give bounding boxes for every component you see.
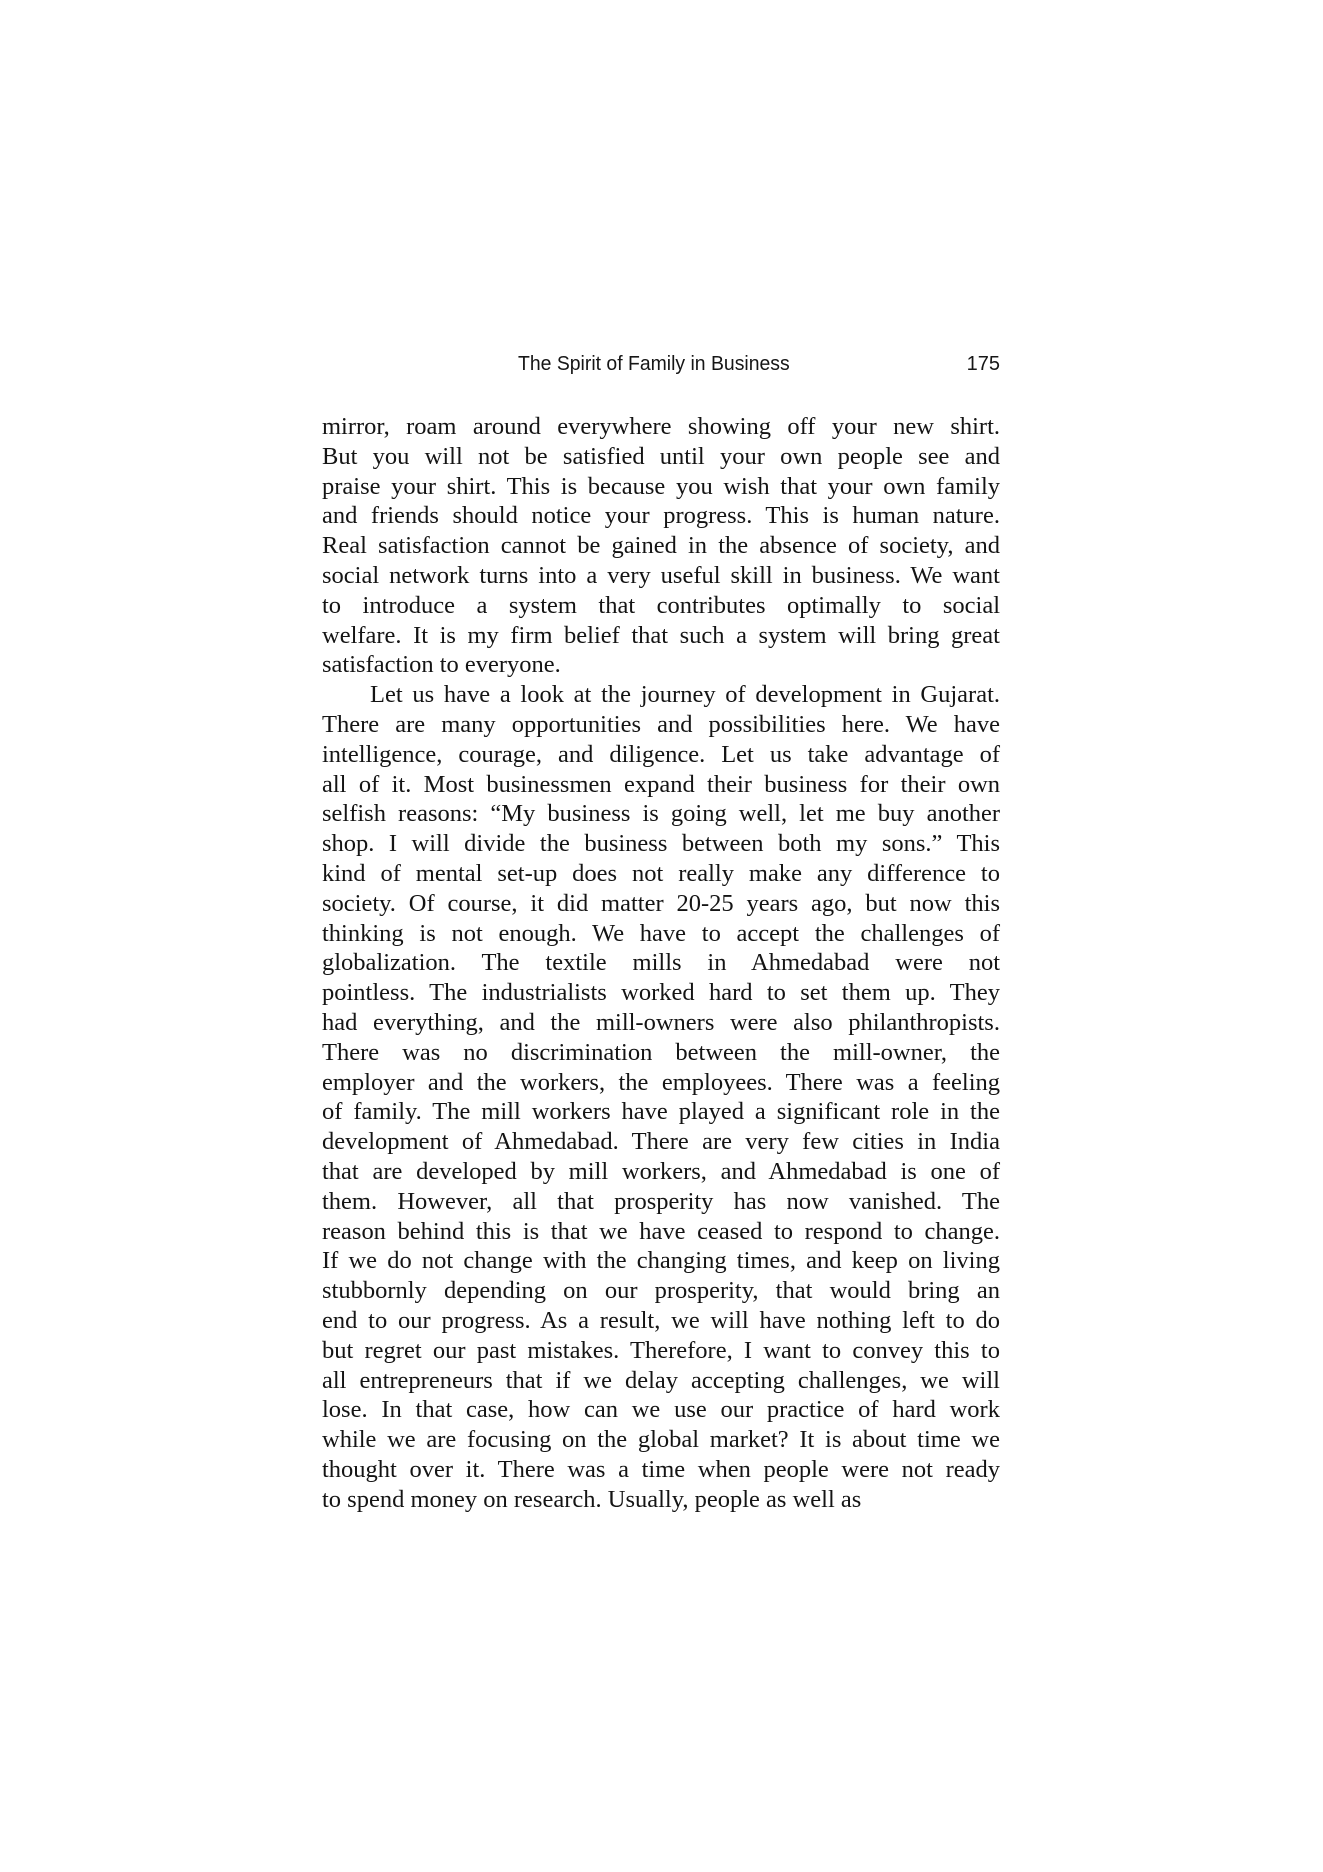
text-line — [322, 1395, 1000, 1425]
text-line — [322, 412, 1000, 442]
text-line — [322, 531, 1000, 561]
running-head — [322, 350, 1000, 378]
text-line — [322, 978, 1000, 1008]
text-line-content: of family. The mill workers have played a significant role in the — [322, 1098, 1000, 1126]
text-line-content: Let us have a look at the journey of development in Gujarat. — [370, 681, 1001, 709]
paragraph — [322, 680, 1000, 1514]
text-line-content: them. However, all that prosperity has now vanished. The — [322, 1187, 1000, 1215]
text-line-content: but regret our past mistakes. Therefore, I want to convey this to — [322, 1336, 1000, 1364]
text-line-content: praise your shirt. This is because you wish that your own family — [322, 472, 1000, 500]
text-line — [322, 1246, 1000, 1276]
text-line — [322, 710, 1000, 740]
text-line — [322, 650, 1000, 680]
text-line — [322, 1366, 1000, 1396]
text-line-content: globalization. The textile mills in Ahmedabad were not — [322, 949, 1001, 977]
text-line — [322, 1187, 1000, 1217]
text-line-content: that are developed by mill workers, and Ahmedabad is one of — [322, 1157, 1001, 1185]
text-line — [322, 1038, 1000, 1068]
paragraph — [322, 412, 1000, 680]
text-line — [322, 889, 1000, 919]
text-line — [322, 1157, 1000, 1187]
text-line — [322, 1068, 1000, 1098]
text-line — [322, 621, 1000, 651]
text-line-content: had everything, and the mill-owners were also philanthropists. — [322, 1008, 1000, 1036]
body-text — [322, 412, 1000, 1514]
text-line — [322, 1127, 1000, 1157]
text-line-content: reason behind this is that we have ceased to respond to change. — [322, 1217, 1000, 1245]
text-line — [322, 1097, 1000, 1127]
text-line-content: end to our progress. As a result, we will have nothing left to do — [322, 1306, 1000, 1334]
text-line-content: and friends should notice your progress. This is human nature. — [322, 502, 1000, 530]
text-line — [322, 680, 1000, 710]
text-line-content: There are many opportunities and possibilities here. We have — [322, 710, 1001, 738]
text-line — [322, 1276, 1000, 1306]
text-line-content: social network turns into a very useful skill in business. We want — [322, 561, 1000, 589]
text-line-content: thinking is not enough. We have to accept the challenges of — [322, 919, 1001, 947]
text-line-content: selfish reasons: “My business is going well, let me buy another — [322, 800, 1001, 828]
text-line — [322, 1217, 1000, 1247]
text-line — [322, 1306, 1000, 1336]
text-line — [322, 1336, 1000, 1366]
text-line-content: thought over it. There was a time when people were not ready — [322, 1455, 1001, 1483]
text-line-content: while we are focusing on the global market? It is about time we — [322, 1426, 1000, 1454]
text-line — [322, 919, 1000, 949]
running-title: The Spirit of Family in Business — [518, 353, 790, 375]
text-line — [322, 472, 1000, 502]
text-line-content: all of it. Most businessmen expand their business for their own — [322, 770, 1001, 798]
text-line — [322, 770, 1000, 800]
page-number: 175 — [966, 353, 1000, 375]
text-line-content: stubbornly depending on our prosperity, that would bring an — [322, 1277, 1000, 1305]
text-line — [322, 591, 1000, 621]
text-line — [322, 501, 1000, 531]
text-line-content: to introduce a system that contributes optimally to social — [322, 591, 1001, 619]
text-line-content: all entrepreneurs that if we delay accepting challenges, we will — [322, 1366, 1000, 1394]
text-line-content: welfare. It is my firm belief that such a system will bring great — [322, 621, 1000, 649]
text-line — [322, 859, 1000, 889]
text-line-content: If we do not change with the changing times, and keep on living — [322, 1247, 1000, 1275]
text-line-content: development of Ahmedabad. There are very few cities in India — [322, 1128, 1000, 1156]
text-line — [322, 1485, 1000, 1515]
text-line-content: society. Of course, it did matter 20-25 years ago, but now this — [322, 889, 1001, 917]
text-line — [322, 740, 1000, 770]
text-line-content: But you will not be satisfied until your own people see and — [322, 442, 1001, 470]
text-line — [322, 829, 1000, 859]
text-line — [322, 1455, 1000, 1485]
text-line-content: employer and the workers, the employees. There was a feeling — [322, 1068, 1001, 1096]
text-line-content: intelligence, courage, and diligence. Let us take advantage of — [322, 740, 1001, 768]
text-line-content: to spend money on research. Usually, people as well as — [322, 1485, 862, 1513]
text-line-content: There was no discrimination between the mill-owner, the — [322, 1038, 1000, 1066]
text-line-content: lose. In that case, how can we use our practice of hard work — [322, 1396, 1000, 1424]
text-line — [322, 1425, 1000, 1455]
text-line — [322, 561, 1000, 591]
text-line-content: Real satisfaction cannot be gained in the absence of society, and — [322, 532, 1000, 560]
text-line-content: kind of mental set-up does not really make any difference to — [322, 859, 1000, 887]
text-line-content: satisfaction to everyone. — [322, 651, 561, 679]
text-line-content: shop. I will divide the business between both my sons.” This — [322, 830, 1001, 858]
text-line — [322, 799, 1000, 829]
text-line-content: pointless. The industrialists worked hard to set them up. They — [322, 979, 1001, 1007]
text-line-content: mirror, roam around everywhere showing off your new shirt. — [322, 413, 1001, 440]
text-line — [322, 442, 1000, 472]
text-line — [322, 1008, 1000, 1038]
text-line — [322, 948, 1000, 978]
